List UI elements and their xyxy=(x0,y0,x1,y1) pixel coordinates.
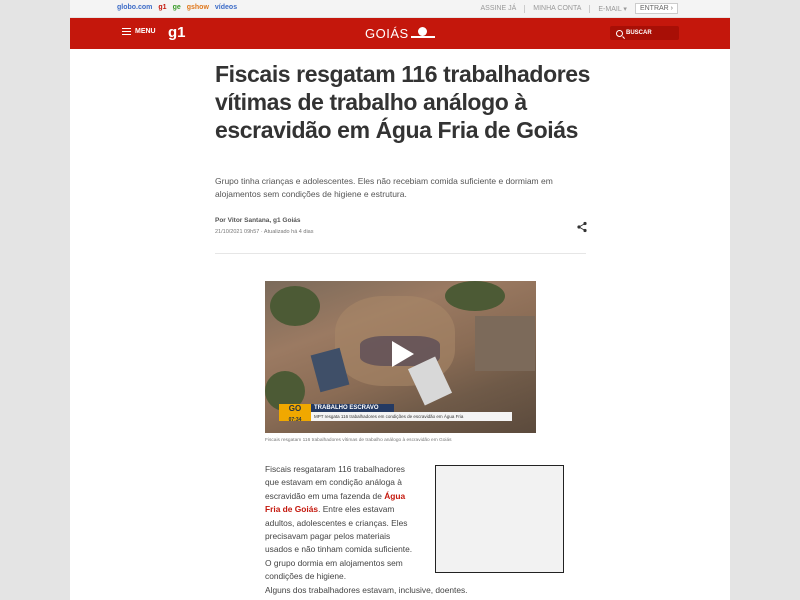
advertisement-box[interactable] xyxy=(435,465,564,573)
body-tail: Alguns dos trabalhadores estavam, inclusive, doentes. xyxy=(265,585,468,595)
video-time: 07:34 xyxy=(288,417,302,423)
play-icon[interactable] xyxy=(392,341,414,367)
hamburger-icon xyxy=(122,28,131,35)
link-gshow[interactable]: gshow xyxy=(186,4,209,11)
section-title[interactable]: GOIÁS xyxy=(365,26,409,41)
tree-shape xyxy=(445,281,505,311)
menu-label: MENU xyxy=(135,28,156,35)
article-byline: Por Vitor Santana, g1 Goiás xyxy=(215,217,301,224)
link-globo[interactable]: globo.com xyxy=(117,4,153,11)
share-icon[interactable] xyxy=(576,221,588,233)
tv-anhanguera-logo-icon xyxy=(411,27,435,39)
search-button[interactable] xyxy=(610,26,679,40)
search-label: BUSCAR xyxy=(626,30,652,36)
video-player[interactable] xyxy=(265,281,536,433)
site-header xyxy=(70,18,730,49)
article-content xyxy=(70,49,730,600)
subscribe-link[interactable]: ASSINE JÁ xyxy=(480,5,517,12)
email-link[interactable]: E-MAIL ▾ xyxy=(598,5,627,13)
search-icon xyxy=(616,30,623,37)
article-timestamp: 21/10/2021 09h57 · Atualizado há 4 dias xyxy=(215,229,314,235)
account-links xyxy=(480,3,678,14)
tree-shape xyxy=(270,286,320,326)
link-ge[interactable]: ge xyxy=(172,4,181,11)
divider xyxy=(215,253,586,254)
house-shape xyxy=(475,316,535,371)
menu-button[interactable] xyxy=(122,28,156,35)
separator xyxy=(589,5,590,13)
channel-logo-text: GO xyxy=(288,404,302,413)
location-link[interactable]: Água Fria de Goiás xyxy=(265,490,406,515)
channel-logo xyxy=(279,404,311,421)
separator xyxy=(524,5,525,13)
globo-top-bar xyxy=(70,0,730,17)
video-caption: Fiscais resgatam 116 trabalhadores vítimas de trabalho análogo à escravidão em Goiás xyxy=(265,438,452,443)
article-body xyxy=(265,463,415,584)
video-ticker: MPT resgata 116 trabalhadores em condições de escravidão em Água Fria xyxy=(311,412,512,421)
video-lower-third xyxy=(279,404,509,421)
link-videos[interactable]: vídeos xyxy=(214,4,238,11)
g1-logo[interactable]: g1 xyxy=(168,24,186,41)
article-subtitle: Grupo tinha crianças e adolescentes. Eles não recebiam comida suficiente e dormiam em alojamentos sem condições de higiene e estrutura. xyxy=(215,176,553,199)
body-intro: Fiscais resgataram 116 trabalhadores que estavam em condição análoga à escravidão em uma fazenda de xyxy=(265,464,405,501)
body-rest: . Entre eles estavam adultos, adolescentes e crianças. Eles precisavam pagar pelos materiais usados e não tinham comida suficiente. O grupo dormia em alojamentos sem condições de higiene. xyxy=(265,504,413,582)
login-button[interactable]: ENTRAR › xyxy=(635,3,678,14)
article-title: Fiscais resgatam 116 trabalhadores vítimas de trabalho análogo à escravidão em Água Fria de Goiás xyxy=(215,61,591,143)
account-link[interactable]: MINHA CONTA xyxy=(533,5,582,12)
link-g1[interactable]: g1 xyxy=(158,4,167,11)
globo-network-links xyxy=(117,4,237,11)
video-tag: TRABALHO ESCRAVO xyxy=(311,404,394,412)
